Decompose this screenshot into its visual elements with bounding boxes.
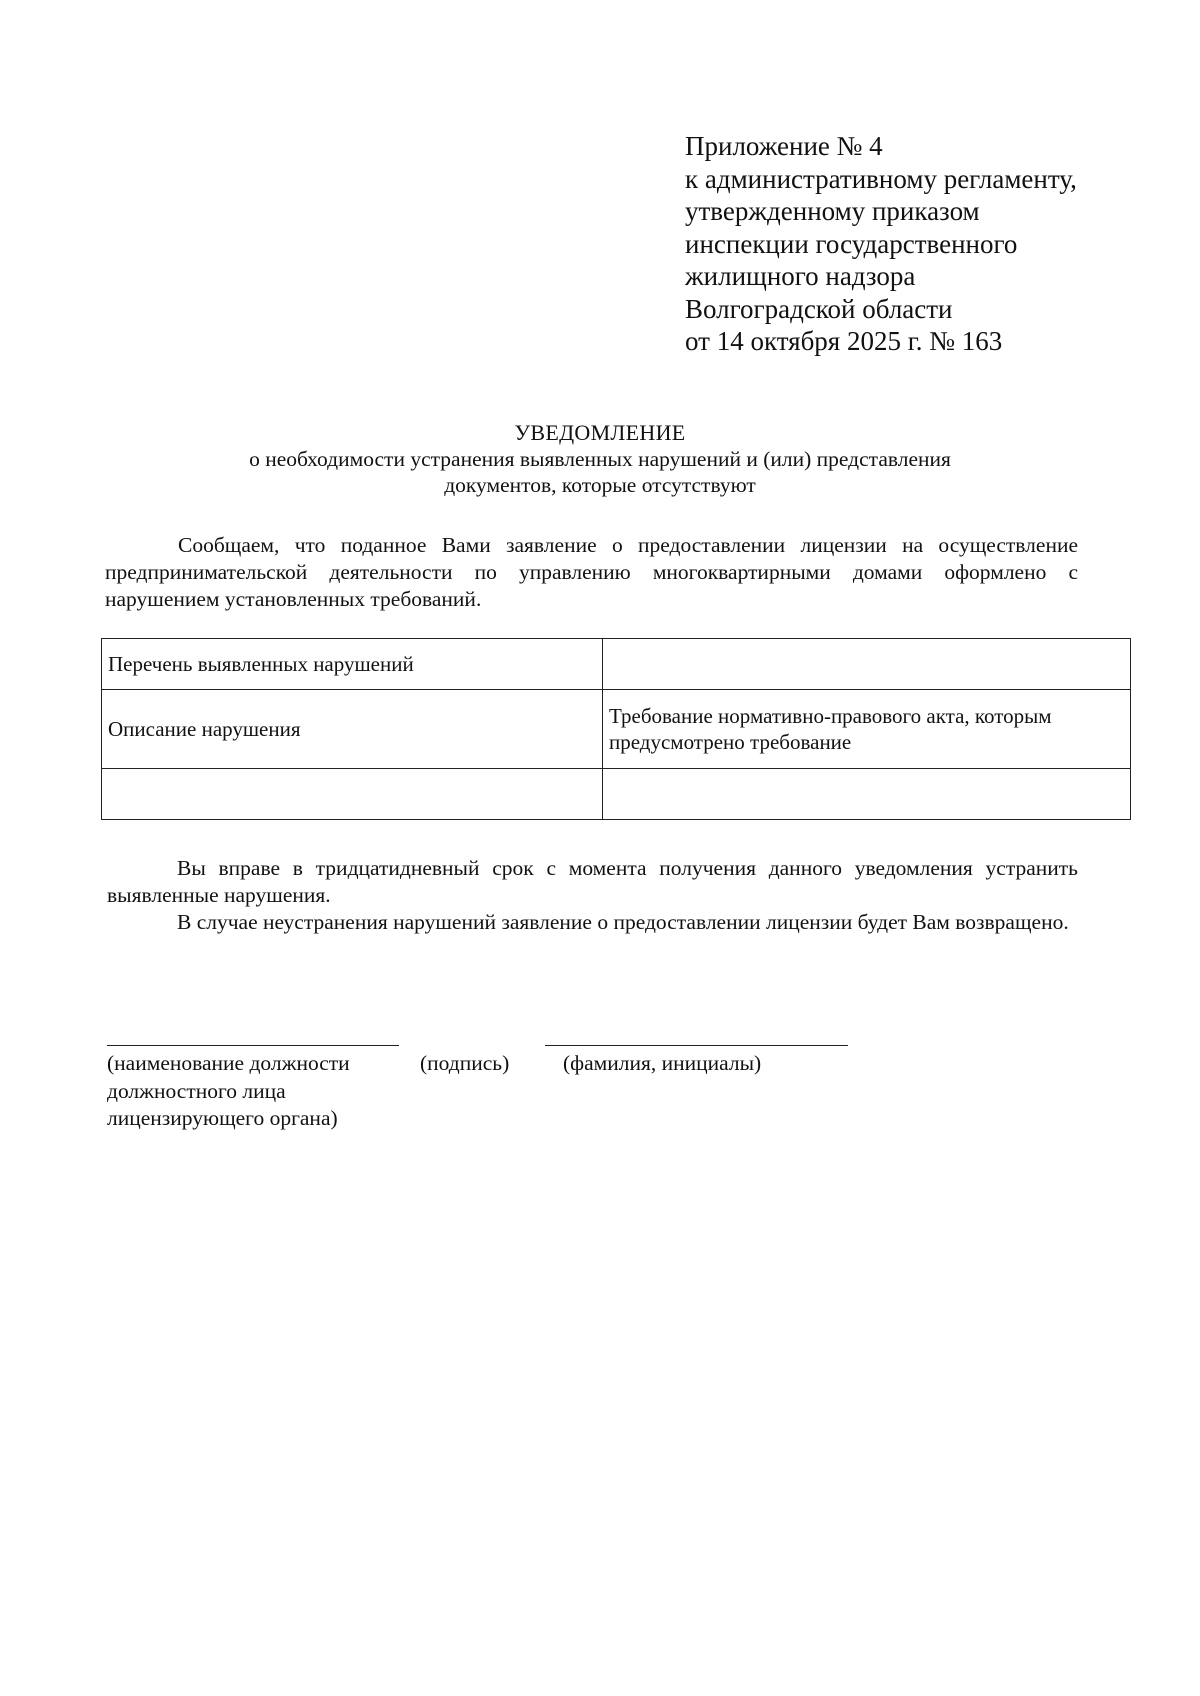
violations-table: [101, 638, 1131, 820]
appendix-line: от 14 октября 2025 г. № 163: [685, 326, 1003, 356]
table-cell: [603, 769, 1131, 820]
appendix-line: утвержденному приказом: [685, 196, 980, 226]
signature-position-text: должностного лица: [107, 1078, 286, 1103]
signature-name-line: [545, 1045, 848, 1046]
table-cell: [603, 639, 1131, 690]
title-heading: УВЕДОМЛЕНИЕ: [514, 420, 686, 445]
signature-position-label: [107, 1050, 350, 1133]
signature-position-text: (наименование должности: [107, 1051, 350, 1075]
table-row: [102, 639, 1131, 690]
appendix-line: Волгоградской области: [685, 293, 953, 324]
signature-position-line: [107, 1045, 399, 1046]
appendix-line: инспекции государственного: [685, 228, 1018, 259]
signature-name-label: (фамилия, инициалы): [563, 1051, 762, 1075]
signature-position-text: лицензирующего органа): [107, 1106, 338, 1130]
signature-label: (подпись): [420, 1051, 510, 1075]
intro-paragraph: Сообщаем, что поданное Вами заявление о предоставлении лицензии на осуществление предпринимательской деятельности по управлению многоквартирными домами оформлено с нарушением установленных требований.: [105, 533, 1078, 611]
title-subtitle-line: документов, которые отсутствуют: [444, 473, 756, 497]
table-cell: Перечень выявленных нарушений: [102, 639, 603, 690]
title-subtitle-line: о необходимости устранения выявленных нарушений и (или) представления: [249, 447, 951, 471]
appendix-block: [685, 130, 1077, 358]
table-row: [102, 769, 1131, 820]
table-cell: Описание нарушения: [102, 690, 603, 769]
document-title: [100, 420, 1100, 498]
appendix-line: Приложение № 4: [685, 131, 883, 161]
appendix-line: к административному регламенту,: [685, 163, 1077, 194]
table-cell: Требование нормативно-правового акта, которым предусмотрено требование: [603, 690, 1131, 769]
appendix-line: жилищного надзора: [685, 261, 916, 291]
table-row: [102, 690, 1131, 769]
table-cell: [102, 769, 603, 820]
body-paragraph-return: В случае неустранения нарушений заявление о предоставлении лицензии будет Вам возвращено.: [177, 910, 1069, 934]
body-paragraph-deadline: Вы вправе в тридцатидневный срок с момента получения данного уведомления устранить выявленные нарушения.: [107, 856, 1078, 907]
